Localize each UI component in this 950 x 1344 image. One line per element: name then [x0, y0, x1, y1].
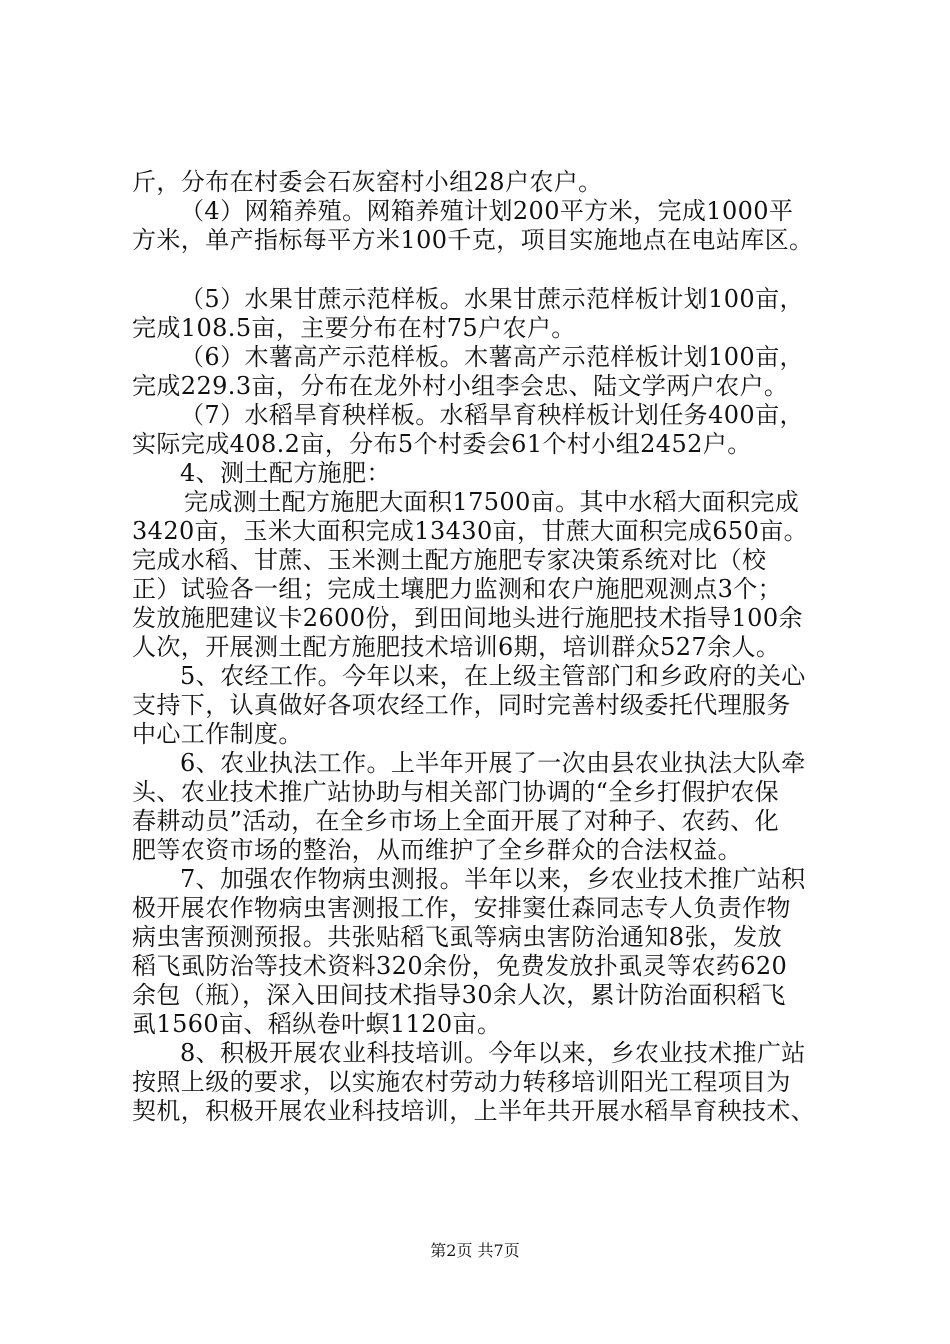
text-line: 完成水稻、甘蔗、玉米测土配方施肥专家决策系统对比（校	[132, 546, 767, 574]
text-line: （7）水稻旱育秧样板。水稻旱育秧样板计划任务400亩，	[180, 401, 804, 429]
section-heading: 4、测土配方施肥：	[180, 459, 391, 487]
text-line: （6）木薯高产示范样板。木薯高产示范样板计划100亩，	[180, 343, 804, 371]
document-body	[132, 168, 837, 1126]
text-line: 完成108.5亩，主要分布在村75户农户。	[132, 314, 576, 342]
text-line: 人次，开展测土配方施肥技术培训6期，培训群众527余人。	[132, 633, 781, 661]
text-line: （5）水果甘蔗示范样板。水果甘蔗示范样板计划100亩，	[180, 285, 804, 313]
text-line: 头、农业技术推广站协助与相关部门协调的“全乡打假护农保	[132, 778, 780, 806]
text-line: 5、农经工作。今年以来，在上级主管部门和乡政府的关心	[180, 662, 806, 690]
text-line: 方米，单产指标每平方米100千克，项目实施地点在电站库区。	[132, 226, 814, 254]
text-line: 余包（瓶），深入田间技术指导30余人次，累计防治面积稻飞	[132, 981, 786, 1009]
text-line: 稻飞虱防治等技术资料320余份，免费发放扑虱灵等农药620	[132, 952, 788, 980]
text-line: 病虫害预测预报。共张贴稻飞虱等病虫害防治通知8张，发放	[132, 923, 783, 951]
text-line: （4）网箱养殖。网箱养殖计划200平方米，完成1000平	[180, 197, 794, 225]
text-line: 虱1560亩、稻纵卷叶螟1120亩。	[132, 1010, 502, 1038]
text-line: 契机，积极开展农业科技培训，上半年共开展水稻旱育秧技术、	[132, 1097, 816, 1125]
text-line: 8、积极开展农业科技培训。今年以来，乡农业技术推广站	[180, 1039, 806, 1067]
text-line: 实际完成408.2亩，分布5个村委会61个村小组2452户。	[132, 430, 752, 458]
text-line: 3420亩，玉米大面积完成13430亩，甘蔗大面积完成650亩。	[132, 517, 809, 545]
text-line: 完成229.3亩，分布在龙外村小组李会忠、陆文学两户农户。	[132, 372, 789, 400]
text-line: 按照上级的要求，以实施农村劳动力转移培训阳光工程项目为	[132, 1068, 791, 1096]
text-line: 6、农业执法工作。上半年开展了一次由县农业执法大队牵	[180, 749, 806, 777]
text-line: 春耕动员”活动，在全乡市场上全面开展了对种子、农药、化	[132, 807, 780, 835]
text-line: 完成测土配方施肥大面积17500亩。其中水稻大面积完成	[184, 488, 800, 516]
text-line: 7、加强农作物病虫测报。半年以来，乡农业技术推广站积	[180, 865, 806, 893]
text-line: 肥等农资市场的整治，从而维护了全乡群众的合法权益。	[132, 836, 742, 864]
text-line: 正）试验各一组；完成土壤肥力监测和农户施肥观测点3个；	[132, 575, 783, 603]
text-line: 极开展农作物病虫害测报工作，安排窦仕森同志专人负责作物	[132, 894, 791, 922]
text-line: 斤，分布在村委会石灰窑村小组28户农户。	[132, 168, 603, 196]
text-line: 支持下，认真做好各项农经工作，同时完善村级委托代理服务	[132, 691, 791, 719]
text-line: 中心工作制度。	[132, 720, 303, 748]
page-number-footer: 第2页 共7页	[430, 1241, 520, 1260]
text-line: 发放施肥建议卡2600份，到田间地头进行施肥技术指导100余	[132, 604, 803, 632]
